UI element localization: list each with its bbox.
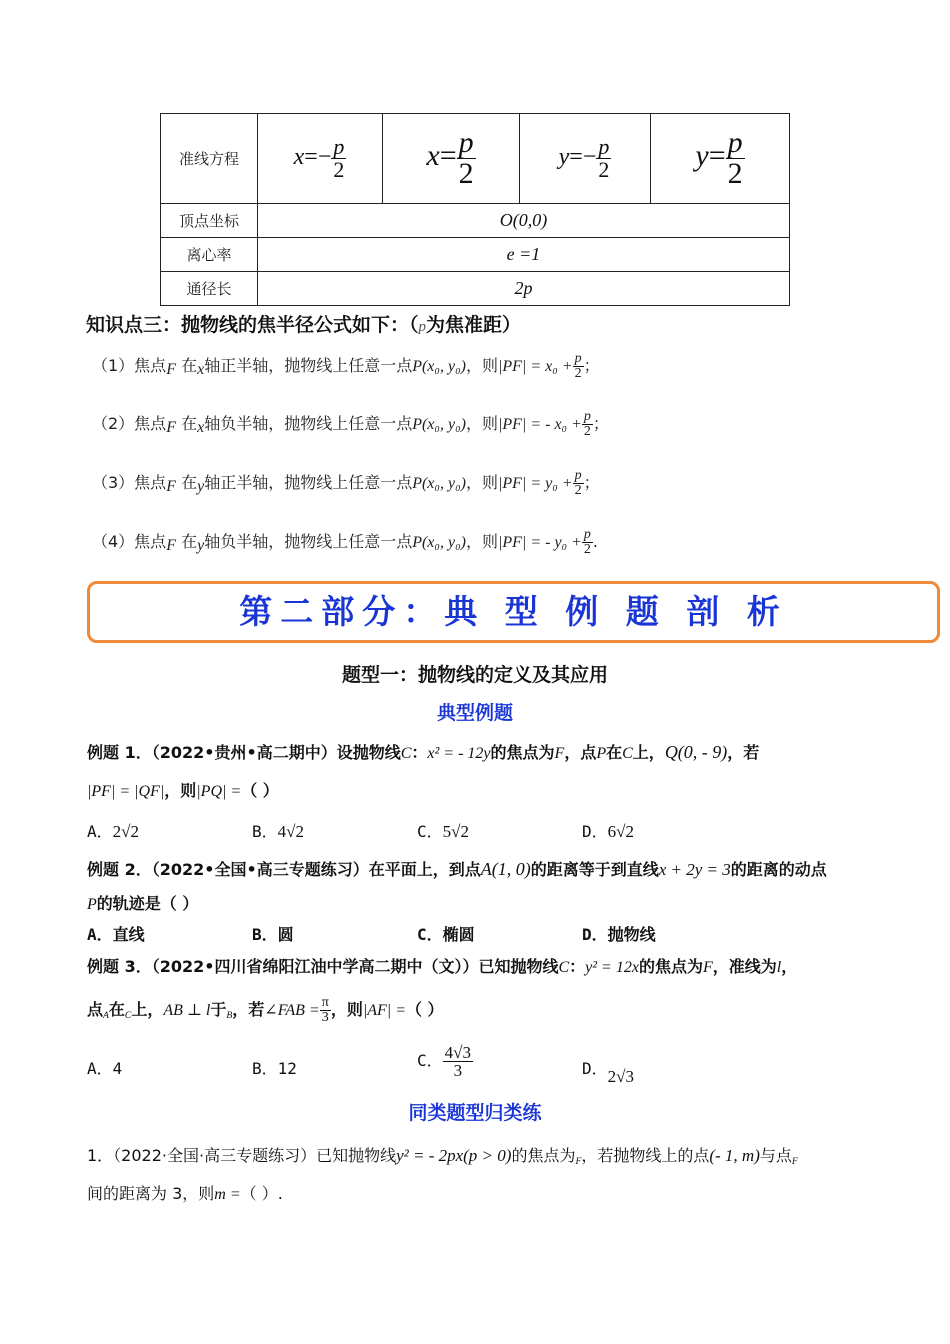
item-mid1: 在 — [181, 356, 198, 375]
item-point: P(x₀, y₀) — [412, 416, 466, 433]
item-axis: y — [197, 478, 205, 495]
item-point: P(x₀, y₀) — [412, 358, 466, 375]
item-f: F — [166, 419, 176, 436]
item-end: . — [592, 532, 599, 551]
frac-num: p — [583, 409, 591, 424]
item-mid1: 在 — [181, 414, 198, 433]
item-mid2: 轴负半轴，抛物线上任意一点 — [204, 414, 413, 433]
directrix-lhs: y — [558, 144, 570, 171]
q-f: F — [791, 1156, 798, 1167]
example-1-line-1 — [87, 740, 759, 763]
option-letter: B． — [252, 822, 278, 841]
item-pre: （2）焦点 — [92, 414, 167, 433]
ex-text: （ ） — [241, 781, 279, 800]
q-text: ，若抛物线上的点 — [581, 1146, 710, 1165]
frac-den: 2 — [574, 483, 582, 498]
example-3-option-d[interactable] — [582, 1056, 634, 1086]
frac-den: 2 — [583, 424, 591, 439]
item-mid2: 轴正半轴，抛物线上任意一点 — [204, 356, 413, 375]
kp-title-end: 为焦准距） — [426, 314, 522, 336]
ex-equation: |PQ| = — [196, 783, 242, 800]
item-f: F — [166, 478, 176, 495]
example-3-line-1 — [87, 954, 797, 977]
q-point: (- 1, m) — [709, 1146, 760, 1165]
q-equation: y² = - 2px(p > 0) — [396, 1146, 512, 1165]
item-mid3: ，则 — [465, 414, 498, 433]
option-letter: C． — [417, 822, 443, 841]
ex-text: （ ） — [405, 1000, 444, 1019]
item-lhs: |PF| = x₀ + — [497, 358, 573, 375]
parabola-properties-table — [160, 113, 790, 306]
practice-heading: 同类题型归类练 — [408, 1102, 542, 1124]
section-title: 题型一：抛物线的定义及其应用 — [341, 664, 608, 686]
latus-rectum-value: 2p — [258, 272, 790, 306]
q-f: F — [575, 1156, 582, 1167]
directrix-eq: = — [439, 139, 457, 173]
option-value: 2√3 — [607, 1067, 634, 1086]
item-lhs: |PF| = - y₀ + — [497, 534, 582, 551]
table-row — [161, 272, 790, 306]
item-lhs: |PF| = - x₀ + — [497, 416, 582, 433]
example-1-option-c[interactable] — [417, 819, 469, 842]
item-axis: x — [197, 361, 205, 378]
eccentricity-value: e =1 — [258, 238, 790, 272]
example-3-option-c[interactable] — [417, 1044, 473, 1079]
q-text: 间的距离为 3，则 — [87, 1184, 215, 1203]
item-mid1: 在 — [181, 473, 198, 492]
item-mid2: 轴正半轴，抛物线上任意一点 — [204, 473, 413, 492]
option-letter: D． — [582, 822, 608, 841]
example-2-line-2 — [87, 891, 198, 914]
option-value: 5√2 — [442, 822, 469, 841]
ex-c: C — [400, 745, 412, 762]
practice-q1-line-2 — [87, 1181, 283, 1204]
ex-text: 例题 3．（2022•四川省绵阳江油中学高二期中（文））已知抛物线 — [87, 957, 559, 976]
table-row — [161, 238, 790, 272]
example-1-option-b[interactable] — [252, 819, 304, 842]
directrix-lhs: y — [695, 139, 709, 173]
formula-item-4 — [92, 528, 598, 557]
table-row — [161, 204, 790, 238]
item-mid1: 在 — [181, 532, 198, 551]
ex-a: A — [103, 1010, 109, 1021]
item-point: P(x₀, y₀) — [412, 534, 466, 551]
frac-num: 4√3 — [444, 1043, 471, 1062]
item-end: ； — [583, 356, 600, 375]
item-point: P(x₀, y₀) — [412, 475, 466, 492]
q-m: m = — [214, 1186, 241, 1203]
q-text: 1．（2022·全国·高三专题练习）已知抛物线 — [87, 1146, 397, 1165]
ex-text: ， — [781, 957, 798, 976]
q-text: （ ）. — [240, 1184, 283, 1203]
row-label-vertex: 顶点坐标 — [161, 204, 258, 238]
row-label-eccentricity: 离心率 — [161, 238, 258, 272]
frac-num: p — [598, 134, 610, 159]
item-f: F — [166, 361, 176, 378]
frac-den: 3 — [453, 1061, 463, 1080]
kp-title-text: 知识点三：抛物线的焦半径公式如下：（ — [86, 314, 419, 336]
item-mid3: ，则 — [465, 532, 498, 551]
item-pre: （1）焦点 — [92, 356, 167, 375]
directrix-lhs: x — [426, 139, 440, 173]
ex-colon: ： — [569, 957, 586, 976]
ex-text: 上， — [131, 1000, 164, 1019]
item-end: ； — [583, 473, 600, 492]
directrix-eq: =− — [569, 144, 597, 171]
row-label-latus-rectum: 通径长 — [161, 272, 258, 306]
frac-den: 2 — [333, 157, 345, 182]
frac-num: p — [727, 126, 743, 159]
ex-text: 例题 1．（2022•贵州•高二期中）设抛物线 — [87, 743, 401, 762]
formula-item-2 — [92, 410, 609, 439]
option-value: 6√2 — [607, 822, 634, 841]
ex-text: ，若 — [232, 1000, 265, 1019]
item-pre: （4）焦点 — [92, 532, 167, 551]
directrix-cell-1 — [258, 114, 383, 204]
knowledge-point-title — [86, 310, 521, 337]
ex-text: 的距离等于到直线 — [530, 860, 659, 879]
frac-num: π — [321, 995, 329, 1010]
ex-text: 上， — [632, 743, 665, 762]
option-value: 2√2 — [112, 822, 139, 841]
q-text: 与点 — [759, 1146, 792, 1165]
ex-text: ，点 — [564, 743, 597, 762]
frac-num: p — [583, 527, 591, 542]
ex-angle: ∠FAB = — [264, 1002, 320, 1019]
ex-text: ，若 — [727, 743, 760, 762]
frac-den: 3 — [321, 1010, 329, 1025]
ex-perp: AB ⊥ l — [163, 1002, 211, 1019]
directrix-eq: =− — [304, 144, 332, 171]
ex-p: P — [87, 896, 97, 913]
example-3-line-2 — [87, 996, 444, 1025]
ex-text: 的焦点为 — [490, 743, 555, 762]
ex-colon: ： — [411, 743, 428, 762]
kp-title-p: p — [418, 319, 427, 335]
option-letter: C． — [417, 1051, 443, 1070]
ex-af: |AF| = — [362, 1002, 406, 1019]
frac-den: 2 — [598, 157, 610, 182]
example-2-option-a[interactable]: A．直线 — [87, 925, 145, 944]
example-3-option-a[interactable]: A．4 — [87, 1059, 123, 1078]
directrix-eq: = — [708, 139, 726, 173]
ex-equation: y² = 12x — [585, 959, 639, 976]
ex-text: 的距离的动点 — [730, 860, 827, 879]
example-2-option-c[interactable]: C．椭圆 — [417, 925, 475, 944]
row-label-directrix: 准线方程 — [161, 114, 258, 204]
item-lhs: |PF| = y₀ + — [497, 475, 573, 492]
ex-p: P — [596, 745, 607, 762]
item-mid3: ，则 — [465, 356, 498, 375]
item-axis: x — [197, 419, 205, 436]
frac-num: p — [458, 126, 474, 159]
example-3-option-b[interactable]: B．12 — [252, 1059, 297, 1078]
directrix-cell-2 — [383, 114, 520, 204]
directrix-cell-4 — [651, 114, 790, 204]
option-letter: D． — [582, 1059, 608, 1078]
part-two-banner: 第二部分：典 型 例 题 剖 析 — [87, 581, 940, 643]
ex-point: A(1, 0) — [480, 859, 531, 879]
practice-q1-line-1 — [87, 1143, 798, 1167]
formula-item-3 — [92, 469, 600, 498]
example-2-option-b[interactable]: B．圆 — [252, 925, 294, 944]
ex-text: 例题 2．（2022•全国•高三专题练习）在平面上，到点 — [87, 860, 481, 879]
option-letter: A． — [87, 822, 113, 841]
typical-examples-heading: 典型例题 — [436, 702, 513, 724]
frac-num: p — [574, 351, 582, 366]
ex-equation: x² = - 12y — [427, 745, 491, 762]
item-axis: y — [197, 537, 205, 554]
item-mid2: 轴负半轴，抛物线上任意一点 — [204, 532, 413, 551]
example-2-line-1 — [87, 857, 827, 880]
directrix-lhs: x — [293, 144, 305, 171]
ex-text: ，则 — [330, 1000, 363, 1019]
q-text: 的焦点为 — [511, 1146, 576, 1165]
ex-text: ，则 — [164, 781, 197, 800]
ex-b: B — [226, 1010, 233, 1021]
ex-equation: |PF| = |QF| — [87, 783, 165, 800]
ex-q: Q(0, - 9) — [664, 742, 728, 762]
example-1-option-a[interactable] — [87, 819, 139, 842]
item-end: ； — [592, 414, 609, 433]
frac-den: 2 — [583, 542, 591, 557]
ex-text: 点 — [87, 1000, 104, 1019]
item-f: F — [166, 537, 176, 554]
example-1-option-d[interactable] — [582, 819, 634, 842]
ex-text: 于 — [210, 1000, 227, 1019]
frac-den: 2 — [727, 157, 743, 190]
frac-num: p — [333, 134, 345, 159]
ex-c: C — [622, 745, 633, 762]
ex-l: l — [776, 959, 782, 976]
example-1-line-2 — [87, 778, 279, 801]
item-mid3: ，则 — [465, 473, 498, 492]
ex-text: 的轨迹是（ ） — [96, 894, 199, 913]
directrix-cell-3 — [520, 114, 651, 204]
ex-text: 在 — [606, 743, 623, 762]
ex-text: ，准线为 — [712, 957, 777, 976]
ex-text: 在 — [108, 1000, 125, 1019]
ex-c: C — [124, 1010, 132, 1021]
item-pre: （3）焦点 — [92, 473, 167, 492]
formula-item-1 — [92, 352, 600, 381]
ex-c: C — [558, 959, 570, 976]
ex-f: F — [554, 745, 565, 762]
frac-den: 2 — [458, 157, 474, 190]
ex-text: 的焦点为 — [638, 957, 703, 976]
frac-den: 2 — [574, 366, 582, 381]
ex-line-equation: x + 2y = 3 — [658, 860, 731, 879]
option-value: 4√2 — [277, 822, 304, 841]
vertex-value: O(0,0) — [258, 204, 790, 238]
frac-num: p — [574, 468, 582, 483]
example-2-option-d[interactable]: D．抛物线 — [582, 925, 656, 944]
table-row — [161, 114, 790, 204]
ex-f: F — [702, 959, 713, 976]
